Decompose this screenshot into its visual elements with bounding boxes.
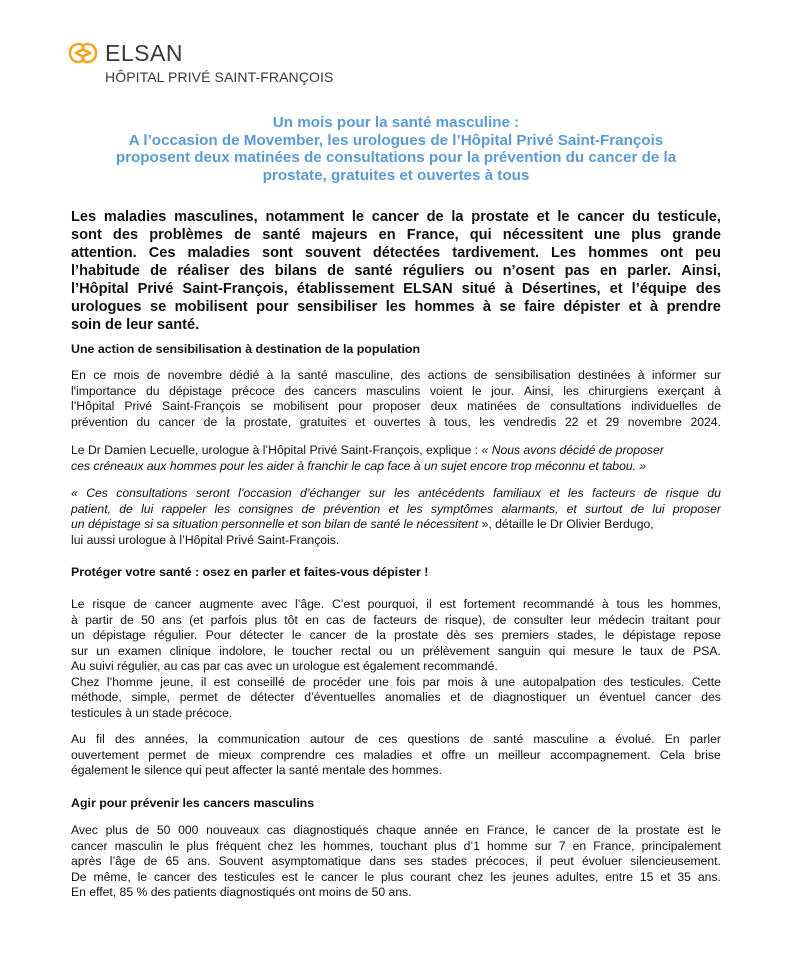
quote-text: « Nous avons décidé de proposer xyxy=(481,443,664,457)
text-line: Avec plus de 50 000 nouveaux cas diagnostiqués chaque année en France, le cancer de la prostate est le xyxy=(71,823,721,837)
lede-line: urologues se mobilisent pour sensibiliser les hommes à se faire dépister et à prendre xyxy=(71,299,721,315)
section2-paragraph-1 xyxy=(71,597,721,721)
title-line-4: prostate, gratuites et ouvertes à tous xyxy=(262,166,530,184)
lede-line: attention. Ces maladies sont souvent détectées tardivement. Les hommes ont peu xyxy=(71,245,721,261)
title-line-3: proposent deux matinées de consultations pour la prévention du cancer de la xyxy=(115,149,677,166)
text-line: En ce mois de novembre dédié à la santé masculine, des actions de sensibilisation destinées à informer sur xyxy=(71,368,721,382)
text-line: cancer masculin le plus fréquent chez les hommes, touchant plus d’1 homme sur 7 en France, principalement xyxy=(71,838,721,853)
section-heading-protect: Protéger votre santé : osez en parler et faites-vous dépister ! xyxy=(71,565,429,579)
lede-line: soin de leur santé. xyxy=(71,317,200,333)
text-line: Au fil des années, la communication autour de ces questions de santé masculine a évolué. En parler xyxy=(71,732,721,746)
text-line: ouvertement permet de mieux comprendre ces maladies et offre un meilleur accompagnement. Cela brise xyxy=(71,747,721,762)
text-line: méthode, simple, permet de détecter d’éventuelles anomalies et de diagnostiquer un éventuel cancer des xyxy=(71,690,721,704)
lede-line: l’Hôpital Privé Saint-François, établissement ELSAN situé à Désertines, et l’équipe des xyxy=(71,281,721,297)
title-line-1: Un mois pour la santé masculine : xyxy=(272,114,520,131)
quote-attribution: », détaille le Dr Olivier Berdugo, xyxy=(478,517,654,531)
elsan-logo-icon xyxy=(68,40,98,66)
section2-paragraph-3 xyxy=(71,732,721,779)
text-line: Chez l’homme jeune, il est conseillé de procéder une fois par mois à une autopalpation des testicules. Cette xyxy=(71,674,721,689)
logo-name: ELSAN xyxy=(105,40,183,66)
text-line: testicules à un stade précoce. xyxy=(71,705,233,720)
section-heading-prevent: Agir pour prévenir les cancers masculins xyxy=(71,796,315,810)
text-line: à partir de 50 ans (et parfois plus tôt en cas de facteurs de risque), de consulter leur médecin traitant pour xyxy=(71,612,721,627)
text-line xyxy=(71,443,721,459)
text-line: également le silence qui peut affecter la santé mentale des hommes. xyxy=(71,763,443,777)
text-line: De même, le cancer des testicules est le cancer le plus courant chez les jeunes adultes, entre 15 et 35 ans. xyxy=(71,869,721,884)
text-line: sur un examen clinique indolore, le toucher rectal ou un prélèvement sanguin qui mesure le taux de PSA. xyxy=(71,643,721,658)
quote-text: patient, de lui rappeler les consignes de prévention et les symptômes alarmants, et surtout de lui proposer xyxy=(71,501,721,516)
quote-text: « Ces consultations seront l’occasion d’échanger sur les antécédents familiaux et les facteurs de risque du xyxy=(71,486,721,500)
text-line: Le risque de cancer augmente avec l’âge. C’est pourquoi, il est fortement recommandé à tous les hommes, xyxy=(71,597,721,611)
text-line: prévention du cancer de la prostate, gratuites et ouvertes à tous, les vendredis 22 et 29 novembre 2024. xyxy=(71,414,721,429)
text-line: l'importance du dépistage précoce des cancers masculins voient le jour. Ainsi, les chirurgiens exerçant à xyxy=(71,383,721,398)
quote-text: un dépistage si sa situation personnelle et son bilan de santé le nécessitent xyxy=(71,517,479,531)
lede-paragraph xyxy=(71,208,721,334)
lede-line: l’habitude de réaliser des bilans de santé réguliers ou n’osent pas en parler. Ainsi, xyxy=(71,263,721,279)
text-line: après l’âge de 65 ans. Souvent asymptomatique dans ses stades précoces, il peut évoluer silencieusement. xyxy=(71,854,721,868)
lede-line: Les maladies masculines, notamment le cancer de la prostate et le cancer du testicule, xyxy=(71,209,721,225)
text-line: un dépistage régulier. Pour détecter le cancer de la prostate dès ses premiers stades, le dépistage repose xyxy=(71,628,721,642)
title-line-2: A l’occasion de Movember, les urologues de l’Hôpital Privé Saint-François xyxy=(128,131,664,149)
text-line: En effet, 85 % des patients diagnostiqués ont moins de 50 ans. xyxy=(71,885,412,899)
lede-line: sont des problèmes de santé majeurs en France, qui nécessitent une plus grande xyxy=(71,227,721,243)
section-heading-awareness: Une action de sensibilisation à destination de la population xyxy=(71,342,421,356)
press-release-title xyxy=(70,114,722,184)
logo-subtitle: HÔPITAL PRIVÉ SAINT-FRANÇOIS xyxy=(105,69,334,85)
section3-paragraph-1 xyxy=(71,823,721,901)
text-line: lui aussi urologue à l’Hôpital Privé Saint-François. xyxy=(71,532,340,547)
quote-text: ces créneaux aux hommes pour les aider à franchir le cap face à un sujet encore trop méconnu et tabou. » xyxy=(71,458,647,473)
section1-paragraph-2 xyxy=(71,443,721,474)
quote-intro: Le Dr Damien Lecuelle, urologue à l’Hôpital Privé Saint-François, explique : xyxy=(71,443,482,457)
text-line xyxy=(71,517,721,533)
text-line: l’Hôpital Privé Saint-François se mobilisent pour proposer deux matinées de consultations individuelles de xyxy=(71,399,721,413)
text-line: Au suivi régulier, au cas par cas avec un urologue est également recommandé. xyxy=(71,659,498,673)
section1-paragraph-1 xyxy=(71,368,721,430)
section1-paragraph-3 xyxy=(71,486,721,548)
